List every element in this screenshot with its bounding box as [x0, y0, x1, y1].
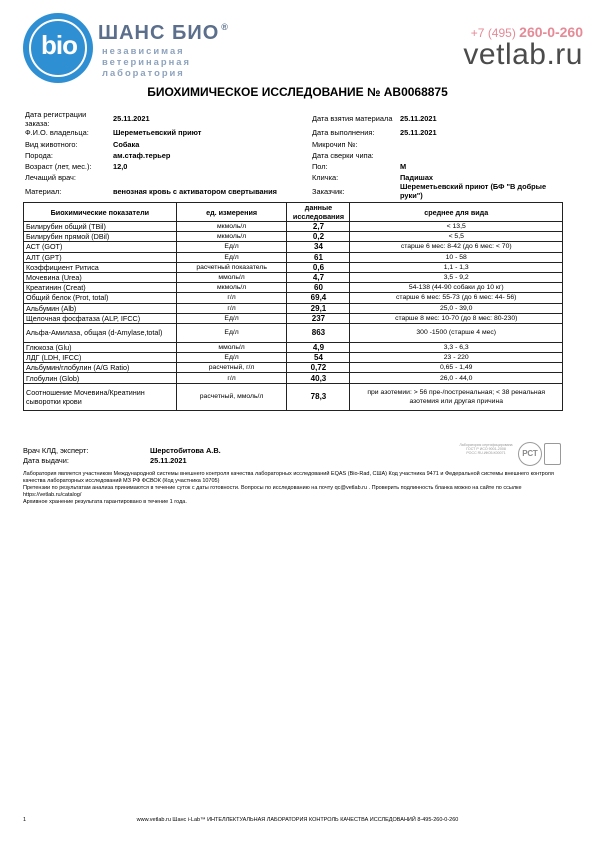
info-value-text: М: [400, 162, 407, 171]
brand-name: [98, 22, 229, 45]
table-row: [24, 313, 563, 323]
certification-stamp: [456, 443, 516, 465]
phone-number: 260-0-260: [519, 24, 583, 40]
info-label-owner: Ф.И.О. владельца:: [25, 128, 89, 137]
row-reference: 26,0 - 44,0: [350, 373, 563, 383]
row-indicator: Глобулин (Glob): [24, 373, 177, 383]
table-row: [24, 242, 563, 252]
row-value: 60: [287, 283, 350, 293]
info-value-text: 25.11.2021: [400, 128, 437, 137]
row-unit: Ед/л: [176, 313, 287, 323]
table-row: [24, 323, 563, 342]
row-reference: 1,1 - 1,3: [350, 262, 563, 272]
brand-tagline: [102, 45, 191, 78]
row-indicator: Щелочная фосфатаза (ALP, IFCC): [24, 313, 177, 323]
info-value-customer: [400, 182, 565, 200]
row-value: 0,72: [287, 363, 350, 373]
row-value: 4,9: [287, 342, 350, 352]
header-site: vetlab.ru: [463, 38, 583, 71]
row-reference: 3,5 - 9,2: [350, 272, 563, 282]
row-indicator: Общий белок (Prot, total): [24, 293, 177, 303]
row-reference: 23 - 220: [350, 353, 563, 363]
row-reference: 300 -1500 (старше 4 мес): [350, 323, 563, 342]
table-row: [24, 363, 563, 373]
row-value: 0,2: [287, 232, 350, 242]
info-value-text: 25.11.2021: [113, 114, 150, 123]
row-indicator: Билирубин общий (TBil): [24, 222, 177, 232]
row-unit: г/л: [176, 373, 287, 383]
row-value: 69,4: [287, 293, 350, 303]
column-header-unit: ед. измерения: [176, 203, 287, 222]
document-title: БИОХИМИЧЕСКОЕ ИССЛЕДОВАНИЕ № AB0068875: [147, 85, 448, 99]
row-value: 34: [287, 242, 350, 252]
row-unit: расчетный показатель: [176, 262, 287, 272]
column-header-reference: среднее для вида: [350, 203, 563, 222]
note-paragraph: Лаборатория является участником Международной системы внешнего контроля качества лабораторных исследований EQAS (Bio-Rad, США) Код участника 9471 и Федеральной системы внешнего контроля качества лабораторных исследований МЗ РФ ФСВОК (Код участника 10705): [23, 471, 554, 484]
info-value-name: [400, 173, 433, 182]
row-indicator: Коэффициент Ритиса: [24, 262, 177, 272]
row-unit: ммоль/л: [176, 342, 287, 352]
table-row: [24, 283, 563, 293]
page-number: 1: [23, 817, 27, 823]
row-indicator: Билирубин прямой (DBil): [24, 232, 177, 242]
table-row: [24, 272, 563, 282]
row-indicator: Соотношение Мочевина/Креатинин сыворотки крови: [24, 383, 177, 410]
table-row: [24, 383, 563, 410]
brand-tagline-line: независимая: [102, 45, 185, 56]
info-label-registration: Дата регистрации заказа:: [25, 110, 87, 128]
notes-block: [23, 471, 565, 506]
row-reference: старше 8 мес: 10-70 (до 8 мес: 80-230): [350, 313, 563, 323]
info-value-registration: [113, 114, 150, 123]
row-indicator: Креатинин (Creat): [24, 283, 177, 293]
info-value-age: [113, 162, 127, 171]
table-row: [24, 293, 563, 303]
info-value-text: Шереметьевский приют: [113, 128, 202, 137]
row-reference: 0,65 - 1,49: [350, 363, 563, 373]
issue-label: Дата выдачи:: [23, 456, 69, 465]
row-unit: Ед/л: [176, 323, 287, 342]
row-reference: < 5,5: [350, 232, 563, 242]
doctor-label: Врач КЛД, эксперт:: [23, 446, 89, 455]
table-row: [24, 303, 563, 313]
row-value: 863: [287, 323, 350, 342]
row-reference: < 13,5: [350, 222, 563, 232]
row-indicator: АСТ (GOT): [24, 242, 177, 252]
row-unit: Ед/л: [176, 353, 287, 363]
row-value: 78,3: [287, 383, 350, 410]
issue-line: [23, 456, 221, 466]
brand-name-text: ШАНС БИО: [98, 22, 220, 44]
row-indicator: ЛДГ (LDH, IFCC): [24, 353, 177, 363]
info-label-age: Возраст (лет, мес.):: [25, 162, 92, 171]
info-value-text: венозная кровь с активатором свертывания: [113, 187, 277, 196]
brand-reg-mark: ®: [221, 22, 229, 32]
row-value: 54: [287, 353, 350, 363]
rst-mark-icon: РСТ: [518, 442, 542, 466]
row-indicator: Альбумин/глобулин (A/G Ratio): [24, 363, 177, 373]
logo-text: bio: [41, 30, 77, 60]
table-row: [24, 353, 563, 363]
row-unit: мкмоль/л: [176, 232, 287, 242]
info-value-material: [113, 187, 277, 196]
info-value-text: Шереметьевский приют (БФ "В добрые руки"): [400, 182, 547, 200]
row-unit: г/л: [176, 293, 287, 303]
info-label-chip-date: Дата сверки чипа:: [312, 151, 374, 160]
row-unit: Ед/л: [176, 252, 287, 262]
info-value-text: Падишах: [400, 173, 434, 182]
table-header-row: [24, 203, 563, 222]
info-value-text: 12,0: [113, 162, 128, 171]
row-reference: при азотемии: > 56 пре-/постренальная; < 38 ренальная азотемия или другая причина: [350, 383, 563, 410]
row-value: 40,3: [287, 373, 350, 383]
note-paragraph: Претензии по результатам анализа принимаются в течение суток с даты готовности. Вопросы по исследованию на почту qc@vetlab.ru . Проверить подлинность бланка можно на сайте по ссылке https://vetlab.ru/catalog/: [23, 485, 522, 498]
row-unit: мкмоль/л: [176, 283, 287, 293]
brand-tagline-line: лаборатория: [102, 67, 185, 78]
row-unit: расчетный, ммоль/л: [176, 383, 287, 410]
row-value: 29,1: [287, 303, 350, 313]
row-unit: Ед/л: [176, 242, 287, 252]
row-unit: расчетный, г/л: [176, 363, 287, 373]
info-value-species: [113, 140, 139, 149]
signature-block: [23, 446, 221, 466]
issue-date: 25.11.2021: [150, 456, 187, 465]
row-value: 2,7: [287, 222, 350, 232]
info-label-material: Материал:: [25, 187, 62, 196]
info-label-done-date: Дата выполнения:: [312, 128, 375, 137]
info-value-text: Собака: [113, 140, 140, 149]
row-unit: мкмоль/л: [176, 222, 287, 232]
info-value-done-date: [400, 128, 437, 137]
row-unit: ммоль/л: [176, 272, 287, 282]
column-header-indicator: Биохимические показатели: [24, 203, 177, 222]
cert-line: РОСС RU.ИК05.К00071: [466, 451, 506, 455]
results-table: [23, 202, 563, 411]
row-value: 237: [287, 313, 350, 323]
table-row: [24, 232, 563, 242]
table-row: [24, 222, 563, 232]
row-unit: г/л: [176, 303, 287, 313]
table-row: [24, 262, 563, 272]
info-value-text: 25.11.2021: [400, 114, 437, 123]
note-paragraph: Архивное хранение результата гарантировано в течение 1 года.: [23, 499, 187, 505]
doctor-name: Шерстобитова А.В.: [150, 446, 221, 455]
row-value: 4,7: [287, 272, 350, 282]
row-reference: 54-138 (44-90 собаки до 10 кг): [350, 283, 563, 293]
info-label-customer: Заказчик:: [312, 187, 345, 196]
row-indicator: Глюкоза (Glu): [24, 342, 177, 352]
row-reference: 10 - 58: [350, 252, 563, 262]
info-value-sample-date: [400, 114, 437, 123]
row-value: 0,6: [287, 262, 350, 272]
row-indicator: Мочевина (Urea): [24, 272, 177, 282]
info-label-name: Кличка:: [312, 173, 339, 182]
info-value-owner: [113, 128, 201, 137]
cert-badge-icon: [544, 443, 561, 465]
info-value-breed: [113, 151, 170, 160]
brand-tagline-line: ветеринарная: [102, 56, 191, 67]
table-row: [24, 342, 563, 352]
info-label-doctor: Лечащий врач:: [25, 173, 76, 182]
row-reference: старше 6 мес: 8-42 (до 6 мес: < 70): [350, 242, 563, 252]
row-indicator: Альбумин (Alb): [24, 303, 177, 313]
row-reference: 25,0 - 39,0: [350, 303, 563, 313]
row-reference: 3,3 - 6,3: [350, 342, 563, 352]
row-value: 61: [287, 252, 350, 262]
table-row: [24, 252, 563, 262]
info-value-text: ам.стаф.терьер: [113, 151, 171, 160]
info-label-breed: Порода:: [25, 151, 53, 160]
info-label-sample-date: Дата взятия материала: [312, 114, 393, 123]
table-row: [24, 373, 563, 383]
cert-line: ГОСТ Р ИСО 9001-2008: [466, 447, 506, 451]
row-reference: старше 6 мес: 55-73 (до 6 мес: 44- 56): [350, 293, 563, 303]
info-label-species: Вид животного:: [25, 140, 78, 149]
doctor-line: [23, 446, 221, 456]
cert-line: Лаборатория сертифицирована: [459, 443, 513, 447]
phone-prefix: +7 (495): [470, 26, 516, 40]
info-label-chip: Микрочип №:: [312, 140, 358, 149]
row-indicator: АЛТ (GPT): [24, 252, 177, 262]
info-label-sex: Пол:: [312, 162, 328, 171]
info-value-sex: [400, 162, 406, 171]
row-indicator: Альфа-Амилаза, общая (d-Amylase,total): [24, 323, 177, 342]
column-header-value: данные исследования: [287, 203, 350, 222]
footer-text: www.vetlab.ru Шанс i-Lab™ ИНТЕЛЛЕКТУАЛЬНАЯ ЛАБОРАТОРИЯ КОНТРОЛЬ КАЧЕСТВА ИССЛЕДОВАНИЙ 8-495-260-0-260: [136, 817, 459, 823]
